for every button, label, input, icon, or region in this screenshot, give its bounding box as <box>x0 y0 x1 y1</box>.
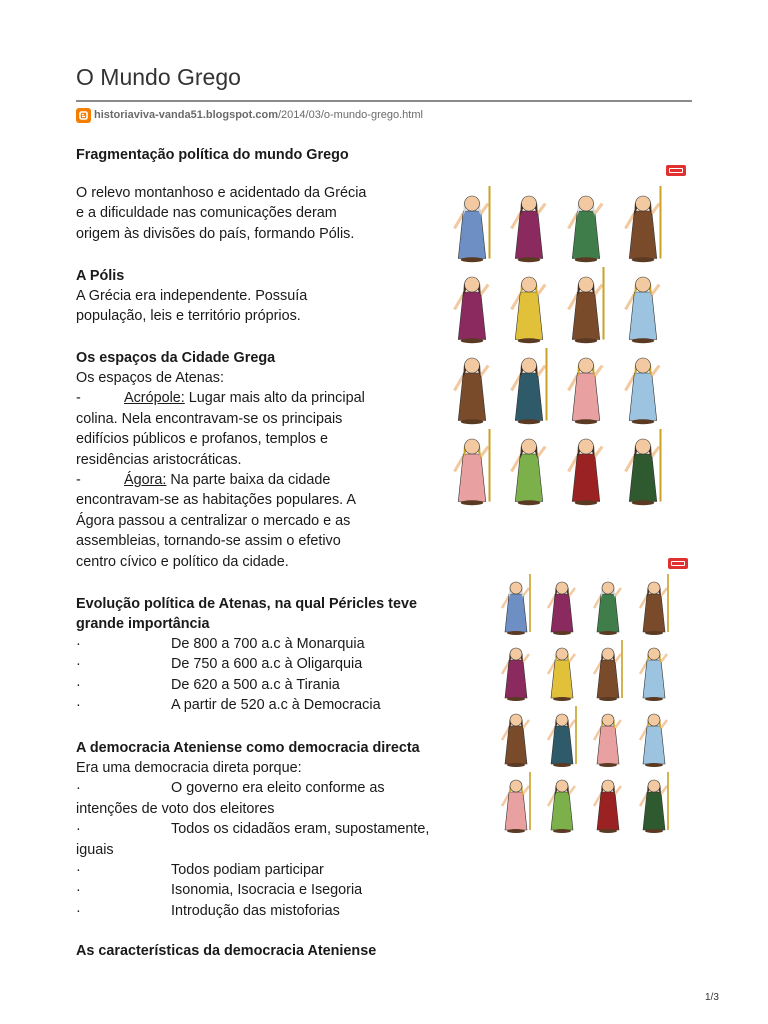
agora-term: Ágora: <box>124 472 167 489</box>
god-figure <box>569 267 604 343</box>
list-item: · A partir de 520 a.c à Democracia <box>76 695 496 715</box>
god-figure <box>512 348 547 424</box>
acropole-term: Acrópole: <box>124 390 185 407</box>
god-figure <box>640 772 668 833</box>
page-title: O Mundo Grego <box>76 64 241 90</box>
text-line: A Grécia era independente. Possuía <box>76 288 308 304</box>
bullet-marker: · <box>76 676 81 693</box>
gods-figures-grid <box>440 163 690 508</box>
god-figure <box>640 648 667 701</box>
dash-marker: - <box>76 390 81 407</box>
paragraph-espacos <box>76 368 365 572</box>
god-figure <box>640 574 668 635</box>
title-divider <box>76 100 692 102</box>
text-line: origem às divisões do país, formando Pólis. <box>76 225 355 242</box>
list-democracia <box>76 758 496 921</box>
god-figure <box>626 186 661 262</box>
text-line: Ágora passou a centralizar o mercado e as <box>76 512 351 529</box>
bullet-marker: · <box>76 821 81 838</box>
acropole-text: Lugar mais alto da principal <box>184 390 365 407</box>
god-figure <box>502 772 530 833</box>
god-figure <box>512 196 546 262</box>
gods-figures-grid <box>492 556 690 834</box>
list-item: · De 800 a 700 a.c à Monarquia <box>76 634 496 654</box>
source-host: historiaviva-vanda51.blogspot.com <box>94 109 278 121</box>
section-heading-evolucao <box>76 594 417 635</box>
list-item: · O governo era eleito conforme as <box>76 778 496 798</box>
paragraph-polis <box>76 286 307 327</box>
bullet-marker: · <box>76 862 81 878</box>
bullet-marker: · <box>76 636 81 652</box>
greek-gods-illustration-small <box>492 556 690 834</box>
acropole-line <box>76 388 365 408</box>
god-figure <box>594 582 621 635</box>
section-heading-espacos: Os espaços da Cidade Grega <box>76 350 276 366</box>
bullet-marker: · <box>76 656 81 673</box>
page-number: 1/3 <box>705 992 719 1003</box>
text-line: O relevo montanhoso e acidentado da Grécia <box>76 185 367 201</box>
god-figure <box>502 714 529 767</box>
text-line: intenções de voto dos eleitores <box>76 800 275 817</box>
text-line: colina. Nela encontravam-se os principais <box>76 410 343 427</box>
heading-line: Evolução política de Atenas, na qual Péricles teve <box>76 596 417 612</box>
list-item: · Introdução das mistoforias <box>76 901 496 921</box>
god-figure <box>569 439 603 505</box>
watermark-logo <box>668 558 688 569</box>
section-heading-democracia-directa: A democracia Ateniense como democracia directa <box>76 740 420 756</box>
god-figure <box>640 714 667 767</box>
text-line: população, leis e território próprios. <box>76 308 301 325</box>
god-figure <box>626 429 661 505</box>
god-figure <box>626 277 660 343</box>
god-figure <box>502 648 529 701</box>
bullet-marker: · <box>76 902 81 919</box>
list-item: · De 620 a 500 a.c à Tirania <box>76 675 496 695</box>
god-figure <box>548 706 576 767</box>
god-figure <box>548 582 575 635</box>
list-item: · Todos os cidadãos eram, supostamente, <box>76 819 496 839</box>
text-line: assembleias, tornando-se assim o efetivo <box>76 533 341 550</box>
heading-line: grande importância <box>76 616 210 633</box>
agora-line <box>76 470 356 490</box>
source-path: /2014/03/o-mundo-grego.html <box>278 109 423 121</box>
god-figure <box>569 196 603 262</box>
god-figure <box>626 358 660 424</box>
god-figure <box>455 186 490 262</box>
text-line: e a dificuldade nas comunicações deram <box>76 205 337 222</box>
text-line: encontravam-se as habitações populares. A <box>76 492 356 509</box>
source-link[interactable] <box>76 107 423 123</box>
god-figure <box>548 648 575 701</box>
god-figure <box>502 574 530 635</box>
god-figure <box>455 429 490 505</box>
greek-gods-illustration-large <box>440 163 690 508</box>
dash-marker: - <box>76 472 81 489</box>
section-heading-fragmentacao: Fragmentação política do mundo Grego <box>76 147 349 163</box>
text-line: residências aristocráticas. <box>76 451 242 468</box>
god-figure <box>512 277 546 343</box>
blogger-icon <box>76 108 91 123</box>
bullet-marker: · <box>76 882 81 899</box>
god-figure <box>512 439 546 505</box>
bullet-marker: · <box>76 697 81 714</box>
bullet-marker: · <box>76 780 81 797</box>
text-line: Os espaços de Atenas: <box>76 370 224 386</box>
god-figure <box>455 358 489 424</box>
agora-text: Na parte baixa da cidade <box>166 472 331 489</box>
watermark-logo <box>666 165 686 176</box>
section-heading-polis: A Pólis <box>76 268 125 284</box>
list-item: · De 750 a 600 a.c à Oligarquia <box>76 654 496 674</box>
section-heading-caracteristicas: As características da democracia Ateniense <box>76 943 377 959</box>
text-line: iguais <box>76 841 114 858</box>
god-figure <box>548 780 575 833</box>
list-item: · Todos podiam participar <box>76 860 496 880</box>
god-figure <box>455 277 489 343</box>
god-figure <box>594 714 621 767</box>
text-line: Era uma democracia direta porque: <box>76 760 302 776</box>
paragraph-relevo <box>76 183 366 244</box>
god-figure <box>569 358 603 424</box>
list-item: · Isonomia, Isocracia e Isegoria <box>76 880 496 900</box>
god-figure <box>594 780 621 833</box>
list-evolucao <box>76 634 496 716</box>
god-figure <box>594 640 622 701</box>
text-line: centro cívico e político da cidade. <box>76 553 289 570</box>
text-line: edifícios públicos e profanos, templos e <box>76 431 328 448</box>
